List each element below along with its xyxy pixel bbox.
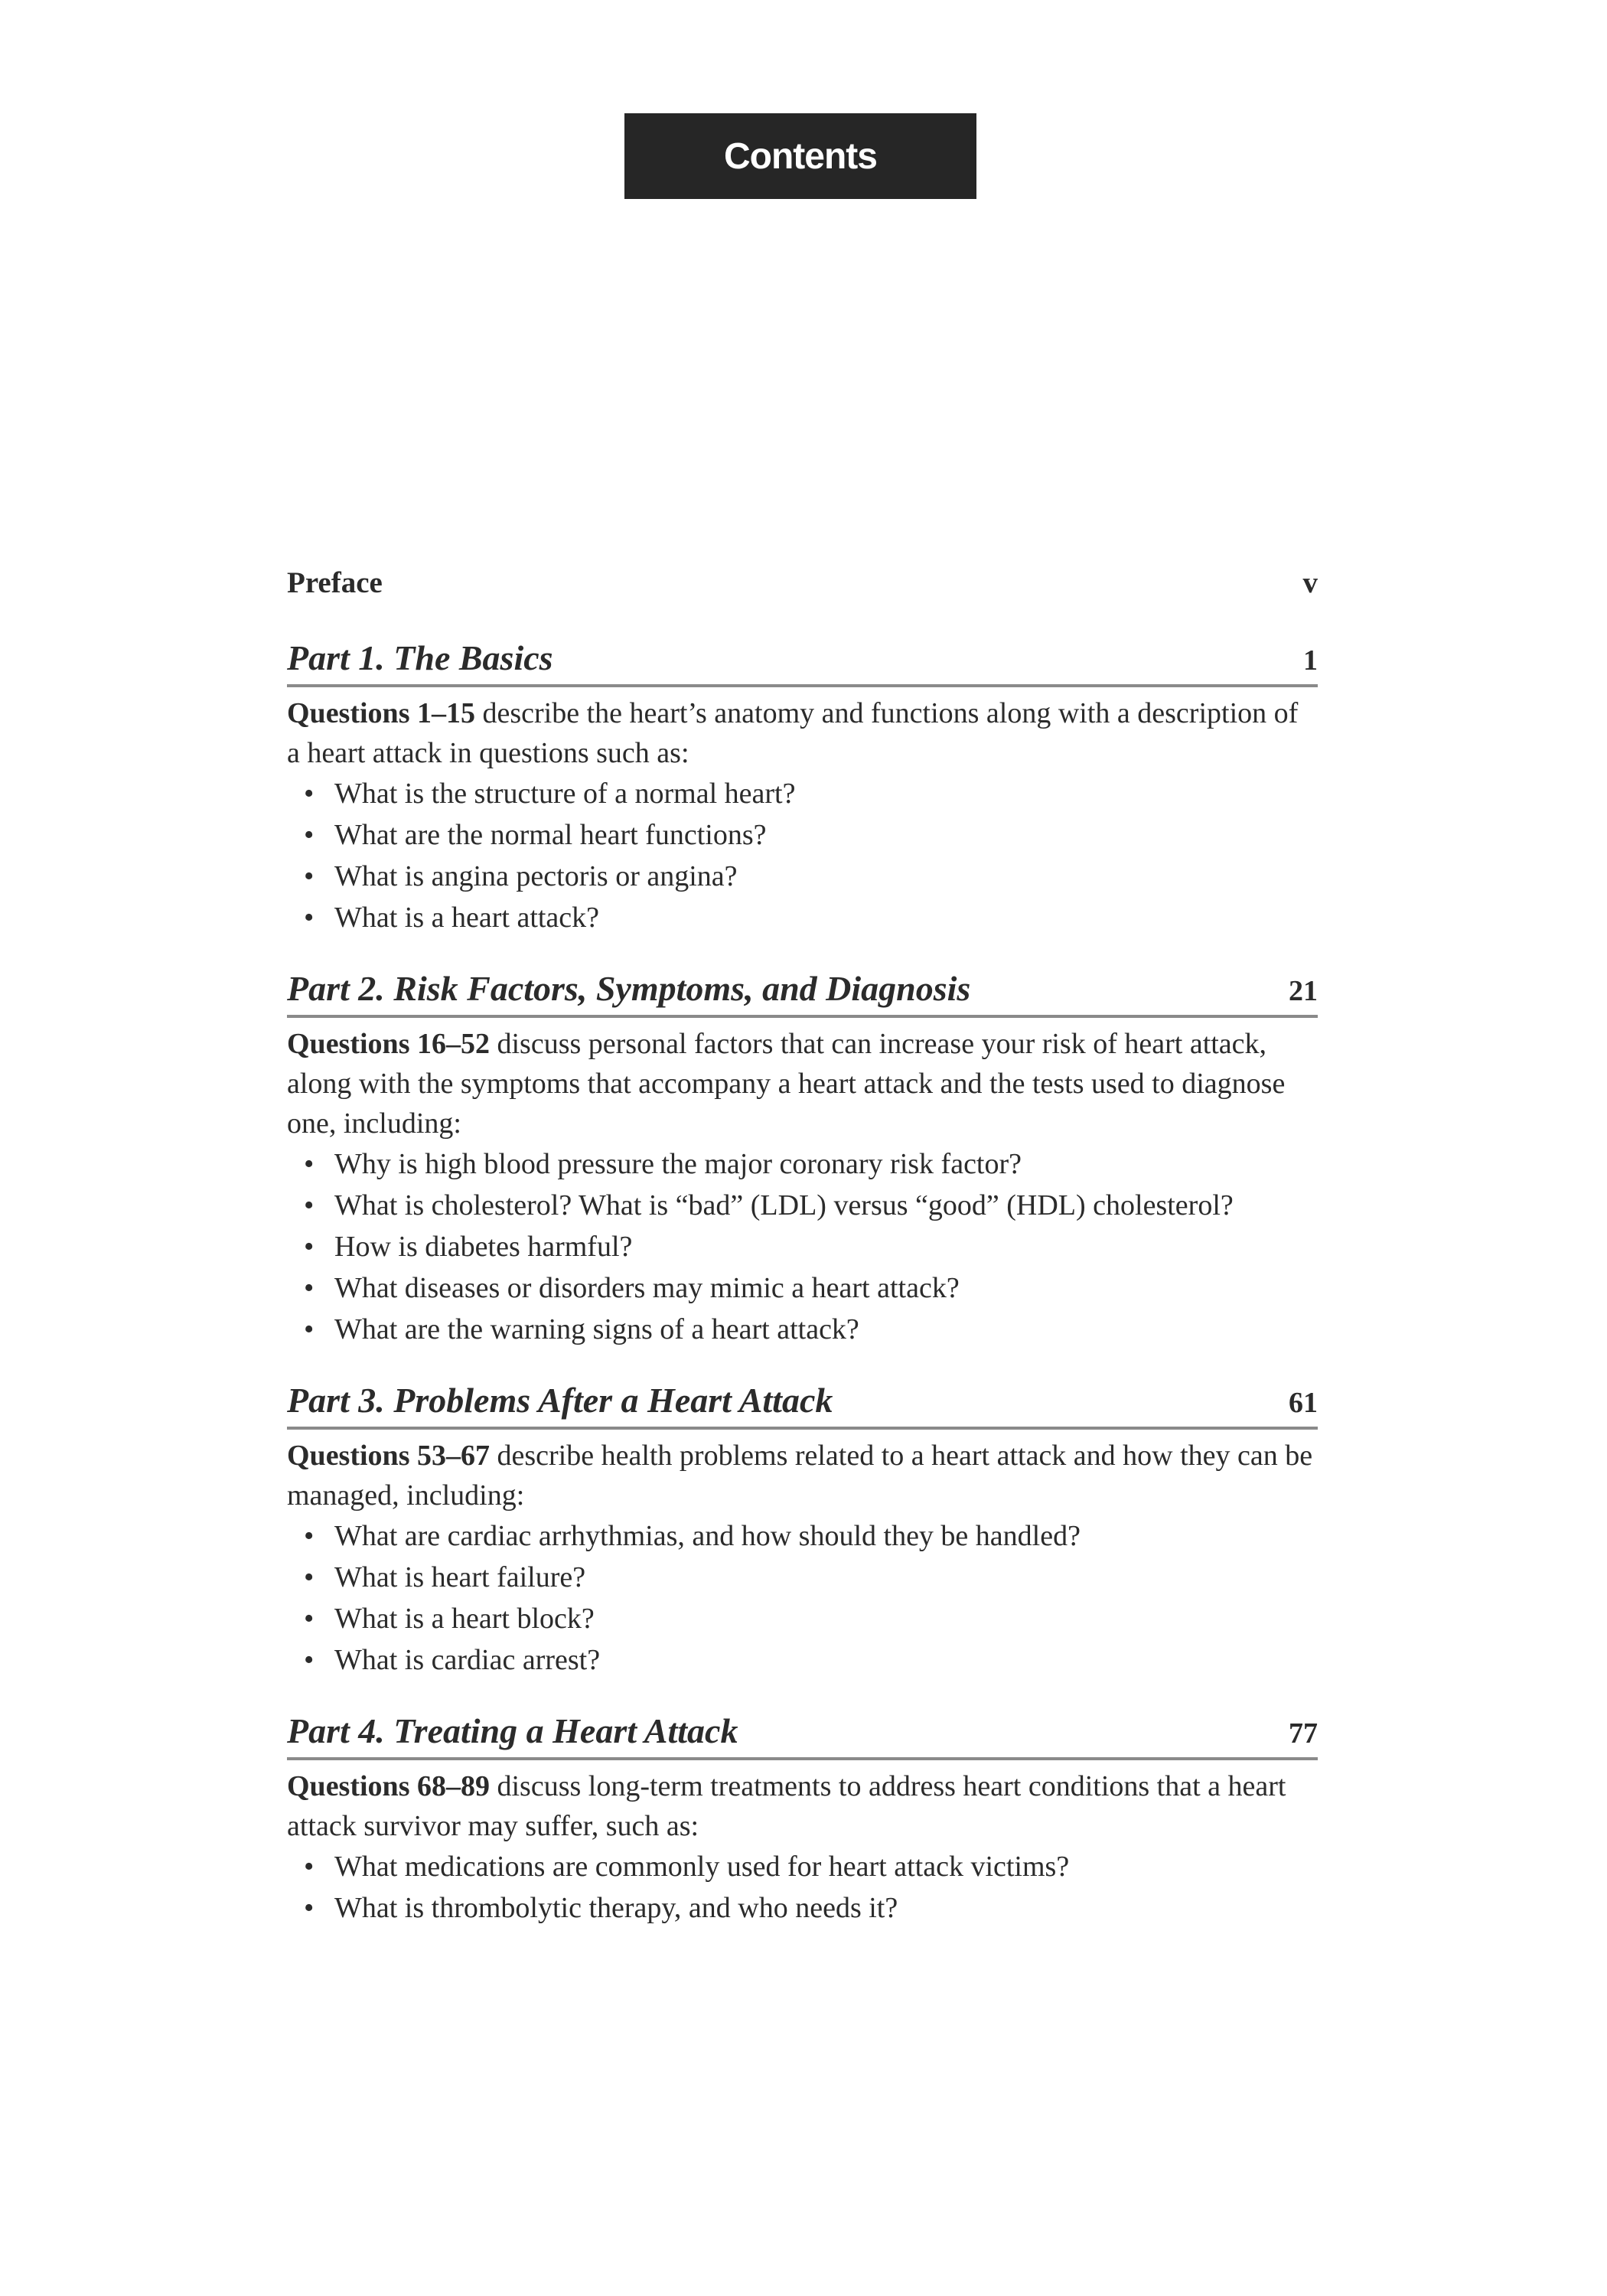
- list-item: [304, 773, 1318, 814]
- list-item-text: What is angina pectoris or angina?: [334, 860, 738, 892]
- bullet-icon: •: [304, 1520, 315, 1552]
- list-item: [304, 1143, 1318, 1185]
- question-list: [287, 1515, 1318, 1681]
- description-text: describe the heart’s anatomy and functions along with a description of a heart attack in questions such as:: [287, 697, 1299, 769]
- bullet-icon: •: [304, 819, 315, 851]
- question-list: [287, 1846, 1318, 1929]
- bullet-icon: •: [304, 1231, 315, 1263]
- list-item: [304, 1515, 1318, 1557]
- part-2-section: [287, 964, 1318, 1350]
- bullet-icon: •: [304, 1148, 315, 1180]
- list-item: [304, 1887, 1318, 1929]
- list-item-text: What is cholesterol? What is “bad” (LDL) versus “good” (HDL) cholesterol?: [334, 1189, 1234, 1221]
- bullet-icon: •: [304, 1313, 315, 1345]
- list-item-text: What is a heart attack?: [334, 902, 600, 934]
- list-item: [304, 1226, 1318, 1267]
- part-description: [287, 1436, 1318, 1515]
- list-item: [304, 1846, 1318, 1887]
- bullet-icon: •: [304, 860, 315, 892]
- description-text: discuss personal factors that can increase your risk of heart attack, along with the symptoms that accompany a heart attack and the tests used to diagnose one, including:: [287, 1028, 1286, 1140]
- question-list: [287, 773, 1318, 938]
- page-title: Contents: [724, 135, 877, 177]
- list-item-text: What are cardiac arrhythmias, and how should they be handled?: [334, 1520, 1081, 1552]
- list-item: [304, 897, 1318, 938]
- bullet-icon: •: [304, 1272, 315, 1304]
- question-range: Questions 53–67: [287, 1440, 490, 1472]
- bullet-icon: •: [304, 1189, 315, 1221]
- question-range: Questions 1–15: [287, 697, 475, 729]
- description-text: describe health problems related to a heart attack and how they can be managed, including:: [287, 1440, 1313, 1512]
- bullet-icon: •: [304, 1892, 315, 1924]
- list-item-text: What are the warning signs of a heart attack?: [334, 1313, 859, 1345]
- preface-label: Preface: [287, 566, 383, 599]
- preface-page: v: [1302, 566, 1318, 599]
- list-item-text: What diseases or disorders may mimic a heart attack?: [334, 1272, 960, 1304]
- part-page-number: 61: [1289, 1387, 1318, 1419]
- bullet-icon: •: [304, 1851, 315, 1883]
- list-item-text: What is heart failure?: [334, 1561, 586, 1593]
- question-range: Questions 68–89: [287, 1770, 490, 1802]
- list-item: [304, 1639, 1318, 1681]
- part-4-heading[interactable]: [287, 1707, 1318, 1760]
- preface-entry[interactable]: [287, 559, 1318, 608]
- list-item-text: How is diabetes harmful?: [334, 1231, 633, 1263]
- list-item: [304, 1309, 1318, 1350]
- bullet-icon: •: [304, 1603, 315, 1635]
- list-item: [304, 1267, 1318, 1309]
- part-description: [287, 1024, 1318, 1143]
- question-list: [287, 1143, 1318, 1350]
- list-item: [304, 1557, 1318, 1598]
- part-title: Part 3. Problems After a Heart Attack: [287, 1381, 833, 1420]
- description-text: discuss long-term treatments to address heart conditions that a heart attack survivor may suffer, such as:: [287, 1770, 1286, 1842]
- part-4-section: [287, 1707, 1318, 1929]
- question-range: Questions 16–52: [287, 1028, 490, 1060]
- part-page-number: 1: [1303, 644, 1318, 677]
- list-item-text: What are the normal heart functions?: [334, 819, 767, 851]
- contents-banner: [624, 113, 976, 199]
- list-item-text: What medications are commonly used for heart attack victims?: [334, 1851, 1070, 1883]
- list-item: [304, 1598, 1318, 1639]
- list-item-text: What is cardiac arrest?: [334, 1644, 601, 1676]
- part-3-section: [287, 1376, 1318, 1681]
- part-1-section: [287, 634, 1318, 938]
- bullet-icon: •: [304, 778, 315, 810]
- part-description: [287, 1766, 1318, 1846]
- list-item-text: What is the structure of a normal heart?: [334, 778, 796, 810]
- list-item-text: What is thrombolytic therapy, and who needs it?: [334, 1892, 898, 1924]
- part-title: Part 4. Treating a Heart Attack: [287, 1711, 738, 1750]
- list-item: [304, 814, 1318, 856]
- bullet-icon: •: [304, 1561, 315, 1593]
- part-page-number: 21: [1289, 975, 1318, 1007]
- part-1-heading[interactable]: [287, 634, 1318, 687]
- part-3-heading[interactable]: [287, 1376, 1318, 1430]
- list-item-text: What is a heart block?: [334, 1603, 595, 1635]
- part-title: Part 1. The Basics: [287, 638, 553, 677]
- part-description: [287, 693, 1318, 773]
- part-2-heading[interactable]: [287, 964, 1318, 1018]
- part-title: Part 2. Risk Factors, Symptoms, and Diagnosis: [287, 969, 971, 1008]
- list-item: [304, 856, 1318, 897]
- list-item-text: Why is high blood pressure the major coronary risk factor?: [334, 1148, 1022, 1180]
- bullet-icon: •: [304, 902, 315, 934]
- table-of-contents: [287, 559, 1318, 1929]
- bullet-icon: •: [304, 1644, 315, 1676]
- list-item: [304, 1185, 1318, 1226]
- part-page-number: 77: [1289, 1717, 1318, 1750]
